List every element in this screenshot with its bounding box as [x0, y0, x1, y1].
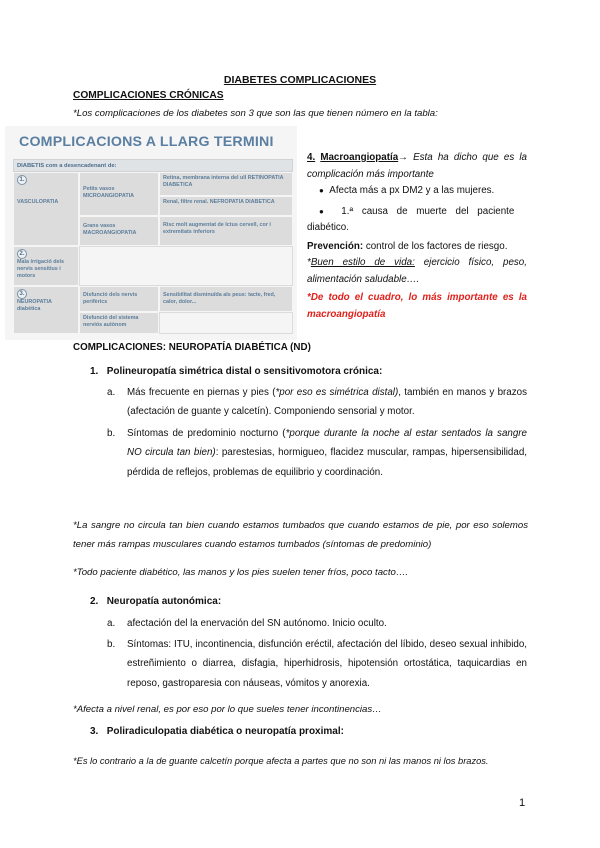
text-part: , también en manos y brazos (afectación de guante y calcetín). Componiendo sensorial y motor. — [127, 387, 527, 418]
figure-header: DIABETIS com a desencadenant de: — [13, 159, 293, 172]
row-label: VASCULOPATIA — [17, 198, 59, 205]
macro-number: 4. — [307, 152, 316, 163]
figure-title: COMPLICACIONS A LLARG TERMINI — [19, 134, 274, 150]
text-part: Síntomas de predominio nocturno ( — [127, 428, 286, 439]
item-number: 1. — [90, 366, 99, 377]
row-number-badge: 3. — [17, 289, 27, 299]
item-marker: a. — [107, 618, 116, 629]
cell-perifericos: Disfunció dels nervis perifèrics — [79, 286, 159, 312]
macro-heading: Macroangiopatía — [320, 152, 399, 163]
cell-micro: Petits vasos MICROANGIOPATIA — [79, 172, 159, 216]
row-vasculopatia — [13, 172, 79, 246]
item-title: Neuropatía autonómica: — [106, 596, 222, 607]
text-part: *por eso es simétrica distal) — [275, 387, 399, 398]
row-number-badge: 1. — [17, 175, 27, 185]
cell-macro: Grans vasos MACROANGIOPATIA — [79, 216, 159, 246]
macro-bullet-2b: diabético. — [307, 222, 349, 233]
macro-red-note: *De todo el cuadro, lo más importante es la macroangiopatía — [307, 292, 527, 320]
document-title: DIABETES COMPLICACIONES — [223, 74, 377, 86]
item-title: Poliradiculopatia diabética o neuropatía proximal: — [106, 726, 344, 737]
note-guante: *Es lo contrario a la de guante calcetín porque afecta a partes que no son ni las manos ni los brazos. — [73, 756, 489, 766]
text-part: Síntomas: ITU, incontinencia, disfunción eréctil, afectación del líbido, deseo sexual inhibido, estreñimiento o diarrea, disfagia, hiperhidrosis, hipotensión ortostática, taquicardias en reposo, gastroparesia con náuseas, vómitos y anorexia. — [127, 639, 527, 689]
macro-block: 4. Macroangiopatía→ Esta ha dicho que es la complicación más importante ● Afecta más a px DM2 y a las mujeres. ● 1.ª causa de muerte del paciente diabético. Prevención: control de los factores de riesgo. *Buen estilo de vida: ejercicio físico, peso, alimentación saludable…. *De todo el cuadro, lo más importante es la macroangiopatía — [307, 150, 527, 323]
intro-text: *Los complicaciones de los diabetes son 3 que son las que tienen número en la tabla: — [73, 108, 438, 119]
item-number: 2. — [90, 596, 99, 607]
bullet-icon: ● — [319, 186, 324, 195]
neuro-item-2 — [90, 596, 221, 607]
macro-bullet-1: Afecta más a px DM2 y a las mujeres. — [329, 185, 495, 196]
item-marker: b. — [107, 428, 116, 439]
item-number: 3. — [90, 726, 99, 737]
text-part: *porque durante la noche al estar sentados la sangre NO circula tan bien) — [127, 428, 527, 459]
cell-autonom: Disfunció del sistema nerviós autònom — [79, 312, 159, 334]
bullet-icon: ● — [319, 206, 324, 216]
neuro-item-3 — [90, 726, 344, 737]
text-part: afectación del la enervación del SN autónomo. Inicio oculto. — [127, 618, 387, 629]
cell-renal: Renal, filtre renal. NEFROPATIA DIABETICA — [159, 196, 293, 216]
estilo-label: Buen estilo de vida: — [310, 257, 415, 268]
text-part: : parestesias, hormigueo, flacidez muscular, rampas, hipersensibilidad, pérdida de reflejos, problemas de equilibrio y coordinación. — [127, 447, 528, 478]
note-frios: *Todo paciente diabético, las manos y los pies suelen tener fríos, poco tacto…. — [73, 567, 409, 578]
complications-table-figure — [5, 126, 297, 340]
neuro-heading: COMPLICACIONES: NEUROPATÍA DIABÉTICA (ND) — [73, 342, 311, 353]
neuro-item-1 — [90, 366, 382, 377]
neuro-item-1a — [107, 383, 527, 422]
macro-bullet-2a: 1.ª causa de muerte del paciente — [341, 205, 515, 217]
row-label: NEUROPATIA diabètica — [17, 299, 52, 312]
neuro-item-2b — [107, 635, 527, 693]
row-number-badge: 2. — [17, 249, 27, 259]
row-neuropatia — [13, 286, 79, 334]
cell-empty — [159, 312, 293, 334]
text-part: Más frecuente en piernas y pies ( — [127, 387, 276, 398]
cell-ictus: Risc molt augmentat de Ictus cervell, cor i extremitats inferiors — [159, 216, 293, 246]
item-marker: a. — [107, 387, 116, 398]
row-mala-irrigacio — [13, 246, 79, 286]
row-label: Mala irrigació dels nervis sensitius i motors — [17, 259, 65, 279]
neuro-item-1b — [107, 424, 528, 482]
page-number: 1 — [519, 797, 526, 809]
macro-arrow-text: → Esta ha dicho que es la complicación más importante — [307, 152, 527, 180]
cell-retina: Retina, membrana interna del ull RETINOPATIA DIABETICA — [159, 172, 293, 196]
prevencion-label: Prevención: — [307, 240, 364, 252]
item-title: Polineuropatía simétrica distal o sensitivomotora crónica: — [106, 366, 383, 377]
note-sangre: *La sangre no circula tan bien cuando estamos tumbados que cuando estamos de pie, por eso solemos tener más rampas musculares cuando estamos tumbados (síntomas de predominio) — [73, 520, 528, 550]
cell-empty — [79, 246, 293, 286]
estilo-text: ejercicio físico, peso, alimentación saludable…. — [307, 257, 527, 285]
note-renal: *Afecta a nivel renal, es por eso por lo que sueles tener incontinencias… — [73, 704, 382, 715]
prevencion-text: control de los factores de riesgo. — [365, 240, 508, 252]
item-marker: b. — [107, 639, 116, 650]
cell-sensibilitat: Sensibilitat disminuïda als peus: tacte, fred, calor, dolor... — [159, 286, 293, 312]
neuro-item-2a — [107, 614, 527, 633]
section-heading-cronicas: COMPLICACIONES CRÓNICAS — [73, 90, 224, 101]
